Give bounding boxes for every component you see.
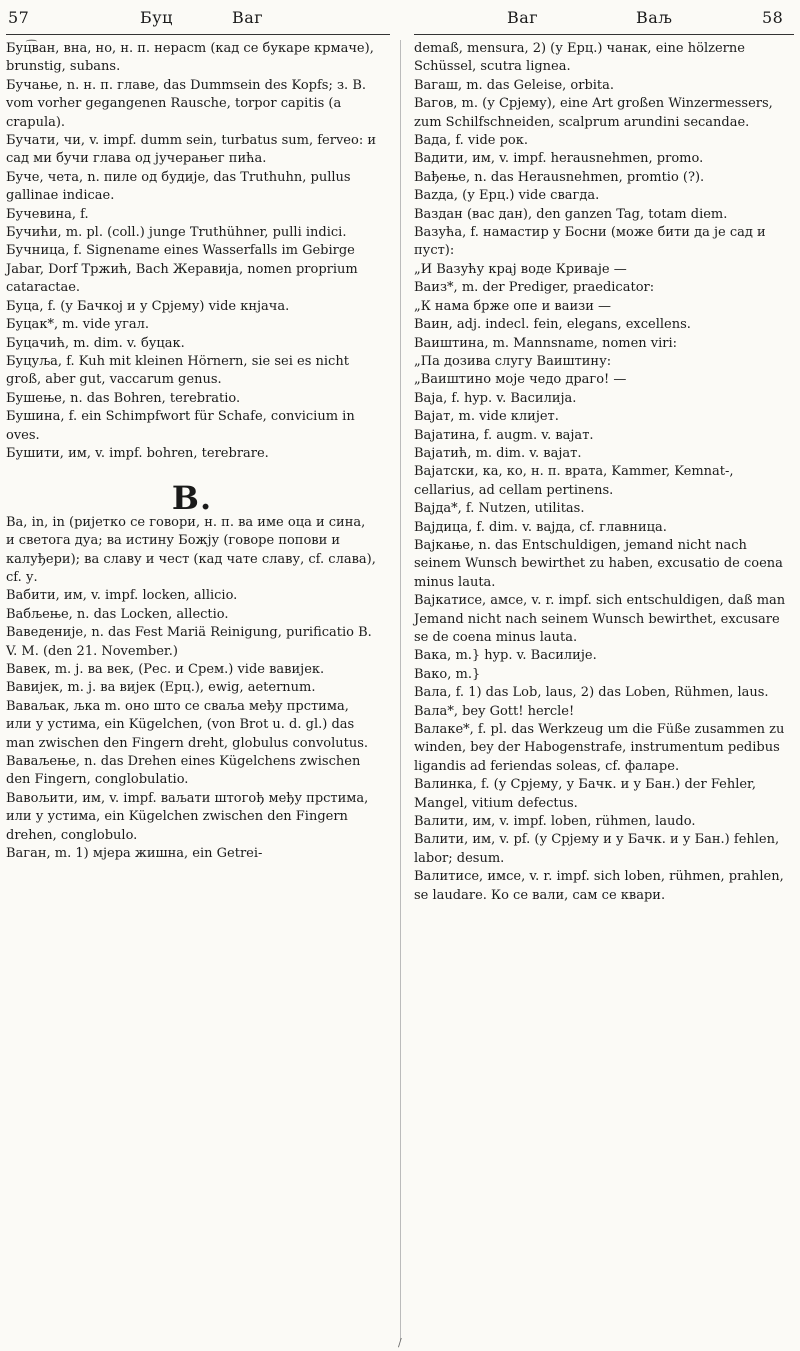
- dictionary-entry: Бушина, f. ein Schimpfwort für Schafe, convicium in oves.: [6, 409, 355, 443]
- dictionary-entry: „И Вазућу крај воде Криваје —: [414, 261, 627, 277]
- dictionary-entry: Вагов, m. (у Срјему), eine Art großen Winzermessers, zum Schilfschneiden, scalprum arundini secandae.: [414, 96, 773, 130]
- left-page-number: 57: [8, 8, 30, 27]
- dictionary-entry: Вадa, f. vide рок.: [414, 133, 528, 149]
- dictionary-entry: Вајда*, f. Nutzen, utilitas.: [414, 501, 585, 517]
- dictionary-entry: Ваин, adj. indecl. fein, elegans, excellens.: [414, 317, 691, 333]
- section-letter: В.: [171, 479, 213, 518]
- dictionary-entry: Вајкање, n. das Entschuldigen, jemand nicht nach seinem Wunsch bewirthet zu haben, excusatio de coena minus lauta.: [414, 537, 783, 590]
- dictionary-entry: Вајкатисе, амсе, v. r. impf. sich entschuldigen, daß man Jemand nicht nach seinem Wunsch bewirthet, excusare se de coena minus lauta.: [414, 593, 786, 645]
- dictionary-entry: Валити, им, v. impf. loben, rühmen, laudo.: [414, 814, 696, 830]
- dictionary-entry: Буца, f. (у Бачкој и у Срјему) vide кнјача.: [6, 298, 290, 314]
- dictionary-entry: Буц͡ван, вна, но, н. п. нерасm (кад се букаре крмаче), brunstig, subans.: [6, 41, 374, 75]
- column-divider: [400, 40, 401, 1340]
- dictionary-entry: Вајдица, f. dim. v. вајда, cf. главница.: [414, 519, 667, 535]
- dictionary-entry: Ваведеније, n. das Fest Mariä Reinigung, purificatio B. V. M. (den 21. November.): [6, 625, 372, 659]
- dictionary-entry: Ваиштина, m. Mannsname, nomen viri:: [414, 335, 678, 351]
- dictionary-entry: Бучање, n. н. п. главе, das Dummsein des Kopfs; з. В. vom vorher gegangenen Rausche, torpor capitis (a crapula).: [6, 77, 367, 130]
- left-column: [6, 40, 378, 863]
- dictionary-entry: Вала, f. 1) das Lob, laus, 2) das Loben, Rühmen, laus.: [414, 685, 769, 701]
- dictionary-entry: Вајат, m. vide клијет.: [414, 409, 559, 425]
- dictionary-entry: Бучати, чи, v. impf. dumm sein, turbatus sum, ferveo: и сад ми бучи глава од јучерањег пића.: [6, 133, 376, 167]
- dictionary-entry: Вала*, bey Gott! hercle!: [414, 703, 575, 719]
- dictionary-entry: Валаке*, f. pl. das Werkzeug um die Füße zusammen zu winden, bey der Habogenstrafe, instrumentum pedibus ligandis ad feriendas soleas, cf. фаларе.: [414, 722, 785, 774]
- dictionary-entry: Буцачић, m. dim. v. буцак.: [6, 335, 185, 351]
- dictionary-entry: Ваздан (вас дан), den ganzen Tag, totam diem.: [414, 206, 728, 222]
- dictionary-entry: „К нама брже опе и ваизи —: [414, 298, 612, 314]
- dictionary-entry: Ваиз*, m. der Prediger, praedicator:: [414, 280, 655, 296]
- dictionary-entry: Вaja, f. hyp. v. Василија.: [414, 390, 577, 406]
- dictionary-entry: Вајатина, f. augm. v. вајат.: [414, 427, 594, 443]
- bottom-mark: /: [398, 1336, 402, 1349]
- dictionary-entry: Валити, им, v. pf. (у Срјему и у Бачк. и у Бан.) fehlen, labor; desum.: [414, 832, 780, 866]
- dictionary-entry: demaß, mensura, 2) (у Ерц.) чанак, eine hölzerne Schüssel, scutra lignea.: [414, 41, 745, 75]
- dictionary-entry: Вака, m.} hyp. v. Василије.: [414, 648, 597, 664]
- right-guide-word-2: Ваљ: [636, 8, 673, 27]
- dictionary-entry: Вавек, m. j. ва век, (Рес. и Срем.) vide вавијек.: [6, 662, 325, 677]
- dictionary-entry: Ваваљење, n. das Drehen eines Kügelchens zwischen den Fingern, conglobulatio.: [6, 754, 361, 788]
- right-page-number: 58: [762, 8, 784, 27]
- dictionary-entry: Вако, m.}: [414, 666, 481, 682]
- dictionary-entry: Ваzда, (у Ерц.) vide свагда.: [414, 188, 600, 204]
- dictionary-entry: Вађење, n. das Herausnehmen, promtio (?).: [414, 169, 705, 185]
- dictionary-entry: Вадити, им, v. impf. herausnehmen, promo.: [414, 151, 704, 167]
- dictionary-entry: Вазућа, f. намастир у Босни (може бити да је сад и пуст):: [414, 225, 766, 259]
- dictionary-entry: Валитисе, имсе, v. r. impf. sich loben, rühmen, prahlen, se laudare. Ко се вали, сам се квари.: [414, 869, 784, 903]
- dictionary-entry: Ваваљак, љка m. оно што се сваља међу прстима, или у устима, ein Kügelchen, (von Brot u. d. gl.) das man zwischen den Fingern dreht, globulus convolutus.: [6, 698, 369, 751]
- dictionary-entry: Ва, in, in (ријетко се говори, н. п. ва име оца и сина, и светога дуа; ва истину Божју (говоре попови и калуђери); ва славу и чест (кад чате славу, cf. слава), cf. у.: [6, 514, 376, 585]
- right-guide-word-1: Ваг: [507, 8, 539, 27]
- left-guide-word-2: Ваг: [232, 8, 264, 27]
- dictionary-entry: Буцуља, f. Kuh mit kleinen Hörnern, sie sei es nicht groß, aber gut, vaccarum genus.: [6, 353, 349, 388]
- dictionary-entry: Вабити, им, v. impf. locken, allicio.: [6, 588, 238, 604]
- dictionary-entry: „Па дозива слугу Ваиштину:: [414, 353, 612, 369]
- left-header-rule: [6, 34, 390, 35]
- dictionary-entry: Бучићи, m. pl. (coll.) junge Truthühner, pulli indici.: [6, 225, 347, 241]
- dictionary-entry: Буче, чета, n. пиле од будије, das Truthuhn, pullus gallinae indicae.: [6, 169, 351, 204]
- dictionary-entry: Вавољити, им, v. impf. ваљати штогођ међу прстима, или у устима, ein Kügelchen zwischen den Fingern drehen, conglobulo.: [6, 790, 369, 843]
- dictionary-entry: Бушење, n. das Bohren, terebratio.: [6, 390, 241, 406]
- dictionary-entry: Бушити, им, v. impf. bohren, terebrare.: [6, 445, 269, 461]
- right-column: [414, 40, 794, 905]
- dictionary-entry: Вајатски, ка, ко, н. п. врата, Kammer, Kemnat-, cellarius, ad cellam pertinens.: [414, 464, 734, 498]
- dictionary-entry: Буцак*, m. vide угал.: [6, 317, 150, 333]
- dictionary-entry: Ваган, m. 1) мјера жишна, ein Getrei-: [6, 846, 263, 862]
- dictionary-entry: „Ваиштино моје чедо драго! —: [414, 372, 627, 388]
- dictionary-entry: Вавијек, m. j. ва вијек (Ерц.), ewig, aeternum.: [6, 680, 316, 696]
- dictionary-entry: Вабљење, n. das Locken, allectio.: [6, 606, 229, 622]
- dictionary-entry: Вагаш, m. das Geleise, orbita.: [414, 77, 615, 93]
- dictionary-entry: Вајатић, m. dim. v. вајат.: [414, 445, 582, 461]
- dictionary-entry: Валинка, f. (у Срјему, у Бачк. и у Бан.) der Fehler, Mangel, vitium defectus.: [414, 777, 756, 811]
- left-guide-word-1: Буц: [140, 8, 173, 27]
- dictionary-entry: Бучница, f. Signename eines Wasserfalls im Gebirge Jabar, Dorf Тржић, Bach Жеравија, nomen proprium cataractae.: [6, 243, 358, 296]
- right-header-rule: [414, 34, 794, 35]
- dictionary-entry: Бучевина, f.: [6, 206, 89, 222]
